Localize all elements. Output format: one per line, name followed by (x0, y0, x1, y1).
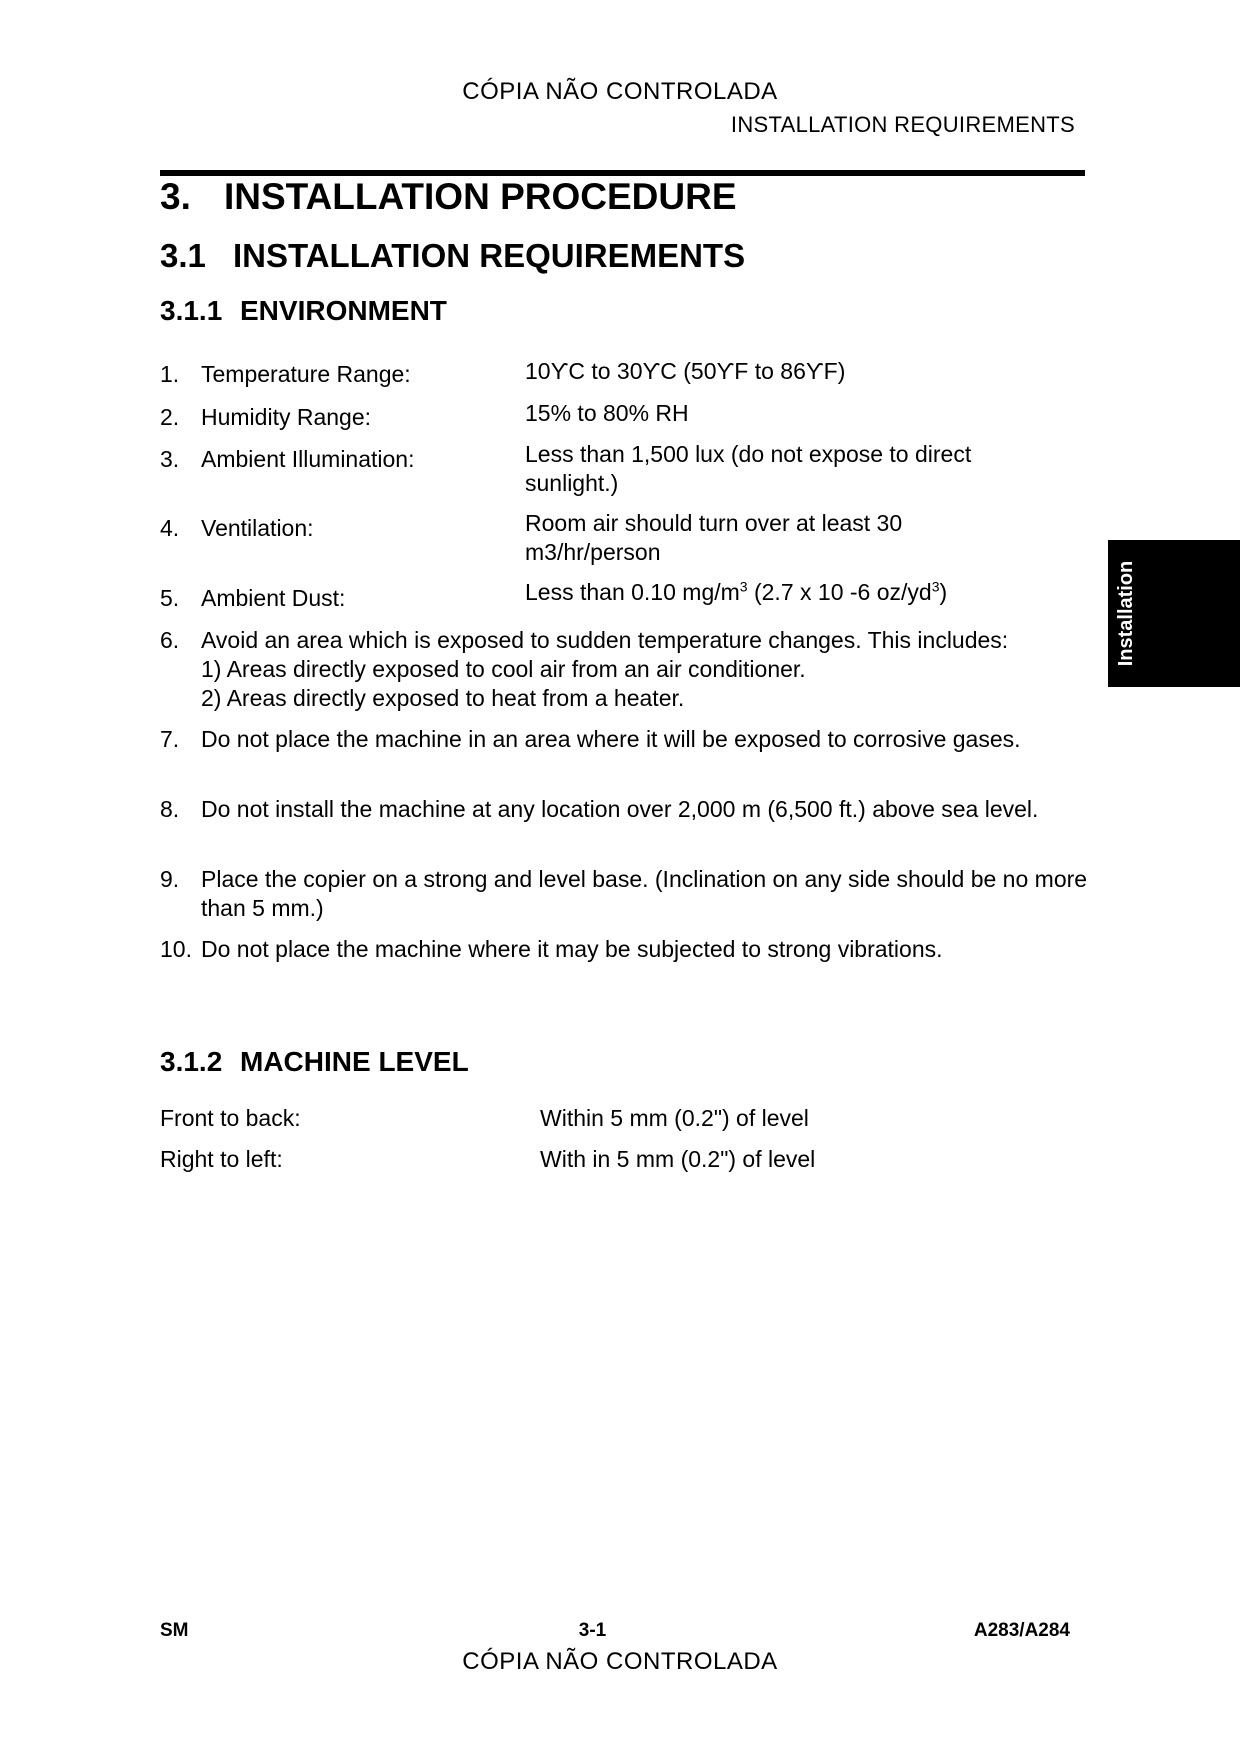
item-number: 7. (160, 726, 180, 752)
level-value: With in 5 mm (0.2") of level (540, 1146, 816, 1172)
item-text: Place the copier on a strong and level base. (Inclination on any side should be no more than 5 mm.) (201, 866, 1088, 921)
section-number: 3.1 (160, 237, 206, 274)
level-label: Right to left: (160, 1146, 283, 1172)
level-label: Front to back: (160, 1105, 301, 1131)
item-number: 6. (160, 627, 180, 653)
spec-label: Ventilation: (201, 515, 314, 541)
machine-level-number: 3.1.2 (160, 1046, 223, 1077)
level-value: Within 5 mm (0.2") of level (540, 1105, 809, 1131)
item-text-main: Avoid an area which is exposed to sudden temperature changes. This includes: (201, 627, 1009, 653)
dust-value-a: Less than 0.10 mg/m (525, 579, 740, 605)
section-heading (160, 237, 745, 275)
environment-number: 3.1.1 (160, 295, 223, 326)
dust-sup-a: 3 (739, 578, 748, 595)
item-number: 9. (160, 866, 180, 892)
spec-value: 15% to 80% RH (525, 400, 689, 426)
spec-number: 1. (160, 361, 180, 387)
item-text (201, 626, 1101, 713)
spec-label: Ambient Illumination: (201, 446, 415, 472)
stamp-top: CÓPIA NÃO CONTROLADA (462, 78, 778, 105)
item-text: Do not install the machine at any location over 2,000 m (6,500 ft.) above sea level. (201, 796, 1039, 822)
spec-label: Humidity Range: (201, 404, 372, 430)
item-subpoint: 2) Areas directly exposed to heat from a heater. (201, 685, 685, 711)
footer-right: A283/A284 (973, 1620, 1070, 1641)
item-number: 10. (160, 936, 192, 962)
chapter-number: 3. (160, 176, 191, 217)
item-text: Do not place the machine in an area where it will be exposed to corrosive gases. (201, 726, 1021, 752)
side-tab-label: Installation (1115, 560, 1137, 667)
chapter-title: INSTALLATION PROCEDURE (224, 176, 737, 217)
level-row (160, 1105, 809, 1132)
footer-left: SM (160, 1620, 189, 1641)
item-text: Do not place the machine where it may be subjected to strong vibrations. (201, 936, 943, 962)
level-row (160, 1146, 816, 1173)
spec-value: Room air should turn over at least 30 m3/hr/person (525, 510, 903, 565)
environment-title: ENVIRONMENT (240, 295, 447, 326)
item-subpoint: 1) Areas directly exposed to cool air from an air conditioner. (201, 656, 806, 682)
running-head: INSTALLATION REQUIREMENTS (730, 112, 1075, 137)
spec-number: 3. (160, 446, 180, 472)
section-title: INSTALLATION REQUIREMENTS (233, 237, 746, 274)
machine-level-heading (160, 1046, 469, 1078)
spec-value: Less than 1,500 lux (do not expose to direct sunlight.) (525, 441, 972, 496)
spec-value: 10ϒC to 30ϒC (50ϒF to 86ϒF) (525, 358, 846, 384)
chapter-heading (160, 176, 737, 218)
dust-sup-b: 3 (931, 578, 940, 595)
spec-label: Ambient Dust: (201, 585, 346, 611)
footer-page-number: 3-1 (578, 1620, 607, 1641)
environment-heading (160, 295, 447, 327)
side-tab (1108, 540, 1240, 687)
dust-value-b: (2.7 x 10 -6 oz/yd (747, 579, 932, 605)
spec-number: 2. (160, 404, 180, 430)
machine-level-title: MACHINE LEVEL (240, 1046, 469, 1077)
stamp-bottom: CÓPIA NÃO CONTROLADA (462, 1648, 778, 1675)
dust-value-c: ) (939, 579, 948, 605)
item-number: 8. (160, 796, 180, 822)
spec-value (525, 578, 1045, 607)
spec-number: 4. (160, 515, 180, 541)
spec-number: 5. (160, 585, 180, 611)
spec-label: Temperature Range: (201, 361, 411, 387)
